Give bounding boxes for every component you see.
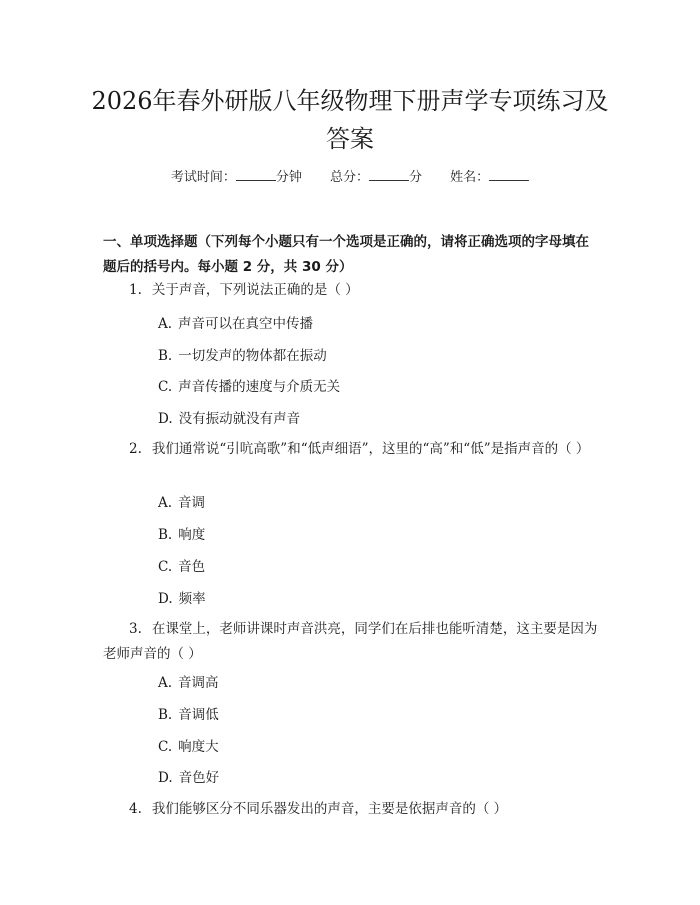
exam-info (0, 168, 700, 188)
option-letter: B. (158, 707, 173, 723)
question-1-option-a[interactable] (158, 314, 313, 334)
question-2-option-b[interactable] (158, 525, 205, 545)
option-letter: D. (158, 591, 173, 607)
option-text: 声音传播的速度与介质无关 (178, 379, 341, 395)
question-3-option-c[interactable] (158, 737, 219, 757)
option-text: 音调低 (178, 707, 219, 723)
question-1-option-c[interactable] (158, 377, 340, 397)
option-text: 音调高 (178, 675, 219, 691)
option-letter: C. (158, 379, 173, 395)
question-1-option-d[interactable] (158, 409, 300, 429)
option-text: 一切发声的物体都在振动 (178, 348, 327, 364)
option-text: 音色 (178, 559, 206, 575)
option-text: 声音可以在真空中传播 (178, 316, 314, 332)
option-letter: A. (158, 316, 173, 332)
option-text: 频率 (178, 591, 206, 607)
question-number: 3. (129, 621, 142, 637)
option-letter: A. (158, 495, 173, 511)
exam-time-label: 考试时间： (170, 170, 236, 185)
option-text: 响度大 (178, 739, 219, 755)
question-number: 4. (129, 801, 142, 817)
question-3-option-a[interactable] (158, 673, 219, 693)
option-text: 音色好 (178, 770, 220, 786)
exam-score-blank[interactable] (369, 168, 409, 181)
question-number: 2. (129, 441, 142, 457)
question-2 (103, 437, 600, 462)
student-name-blank[interactable] (489, 168, 529, 181)
option-text: 响度 (178, 527, 206, 543)
option-letter: D. (158, 411, 173, 427)
question-2-option-d[interactable] (158, 589, 206, 609)
question-3 (103, 617, 600, 667)
question-text: 在课堂上，老师讲课时声音洪亮，同学们在后排也能听清楚，这主要是因为老师声音的（ ） (103, 621, 598, 662)
exam-time-blank[interactable] (236, 168, 276, 181)
question-1 (103, 278, 600, 303)
exam-score (330, 170, 422, 185)
question-text: 关于声音，下列说法正确的是（ ） (151, 282, 359, 298)
section-heading: 一、单项选择题（下列每个小题只有一个选项是正确的，请将正确选项的字母填在题后的括号内。每小题 2 分，共 30 分） (103, 234, 589, 275)
option-letter: B. (158, 348, 173, 364)
option-text: 音调 (178, 495, 206, 511)
question-text: 我们通常说“引吭高歌”和“低声细语”，这里的“高”和“低”是指声音的（ ） (151, 441, 590, 457)
option-letter: C. (158, 739, 173, 755)
question-2-option-c[interactable] (158, 557, 205, 577)
question-3-option-d[interactable] (158, 768, 219, 788)
exam-score-unit: 分 (409, 170, 423, 185)
option-letter: D. (158, 770, 173, 786)
option-text: 没有振动就没有声音 (178, 411, 301, 427)
question-4 (103, 797, 600, 822)
option-letter: C. (158, 559, 173, 575)
question-number: 1. (129, 282, 142, 298)
question-2-option-a[interactable] (158, 493, 205, 513)
page-title: 2026年春外研版八年级物理下册声学专项练习及答案 (91, 87, 609, 153)
question-1-option-b[interactable] (158, 346, 327, 366)
option-letter: A. (158, 675, 173, 691)
student-name (450, 170, 529, 185)
exam-time (171, 170, 302, 185)
question-text: 我们能够区分不同乐器发出的声音，主要是依据声音的（ ） (151, 801, 508, 817)
exam-time-unit: 分钟 (275, 170, 302, 185)
option-letter: B. (158, 527, 173, 543)
student-name-label: 姓名： (450, 170, 490, 185)
exam-score-label: 总分： (329, 170, 369, 185)
question-3-option-b[interactable] (158, 705, 219, 725)
